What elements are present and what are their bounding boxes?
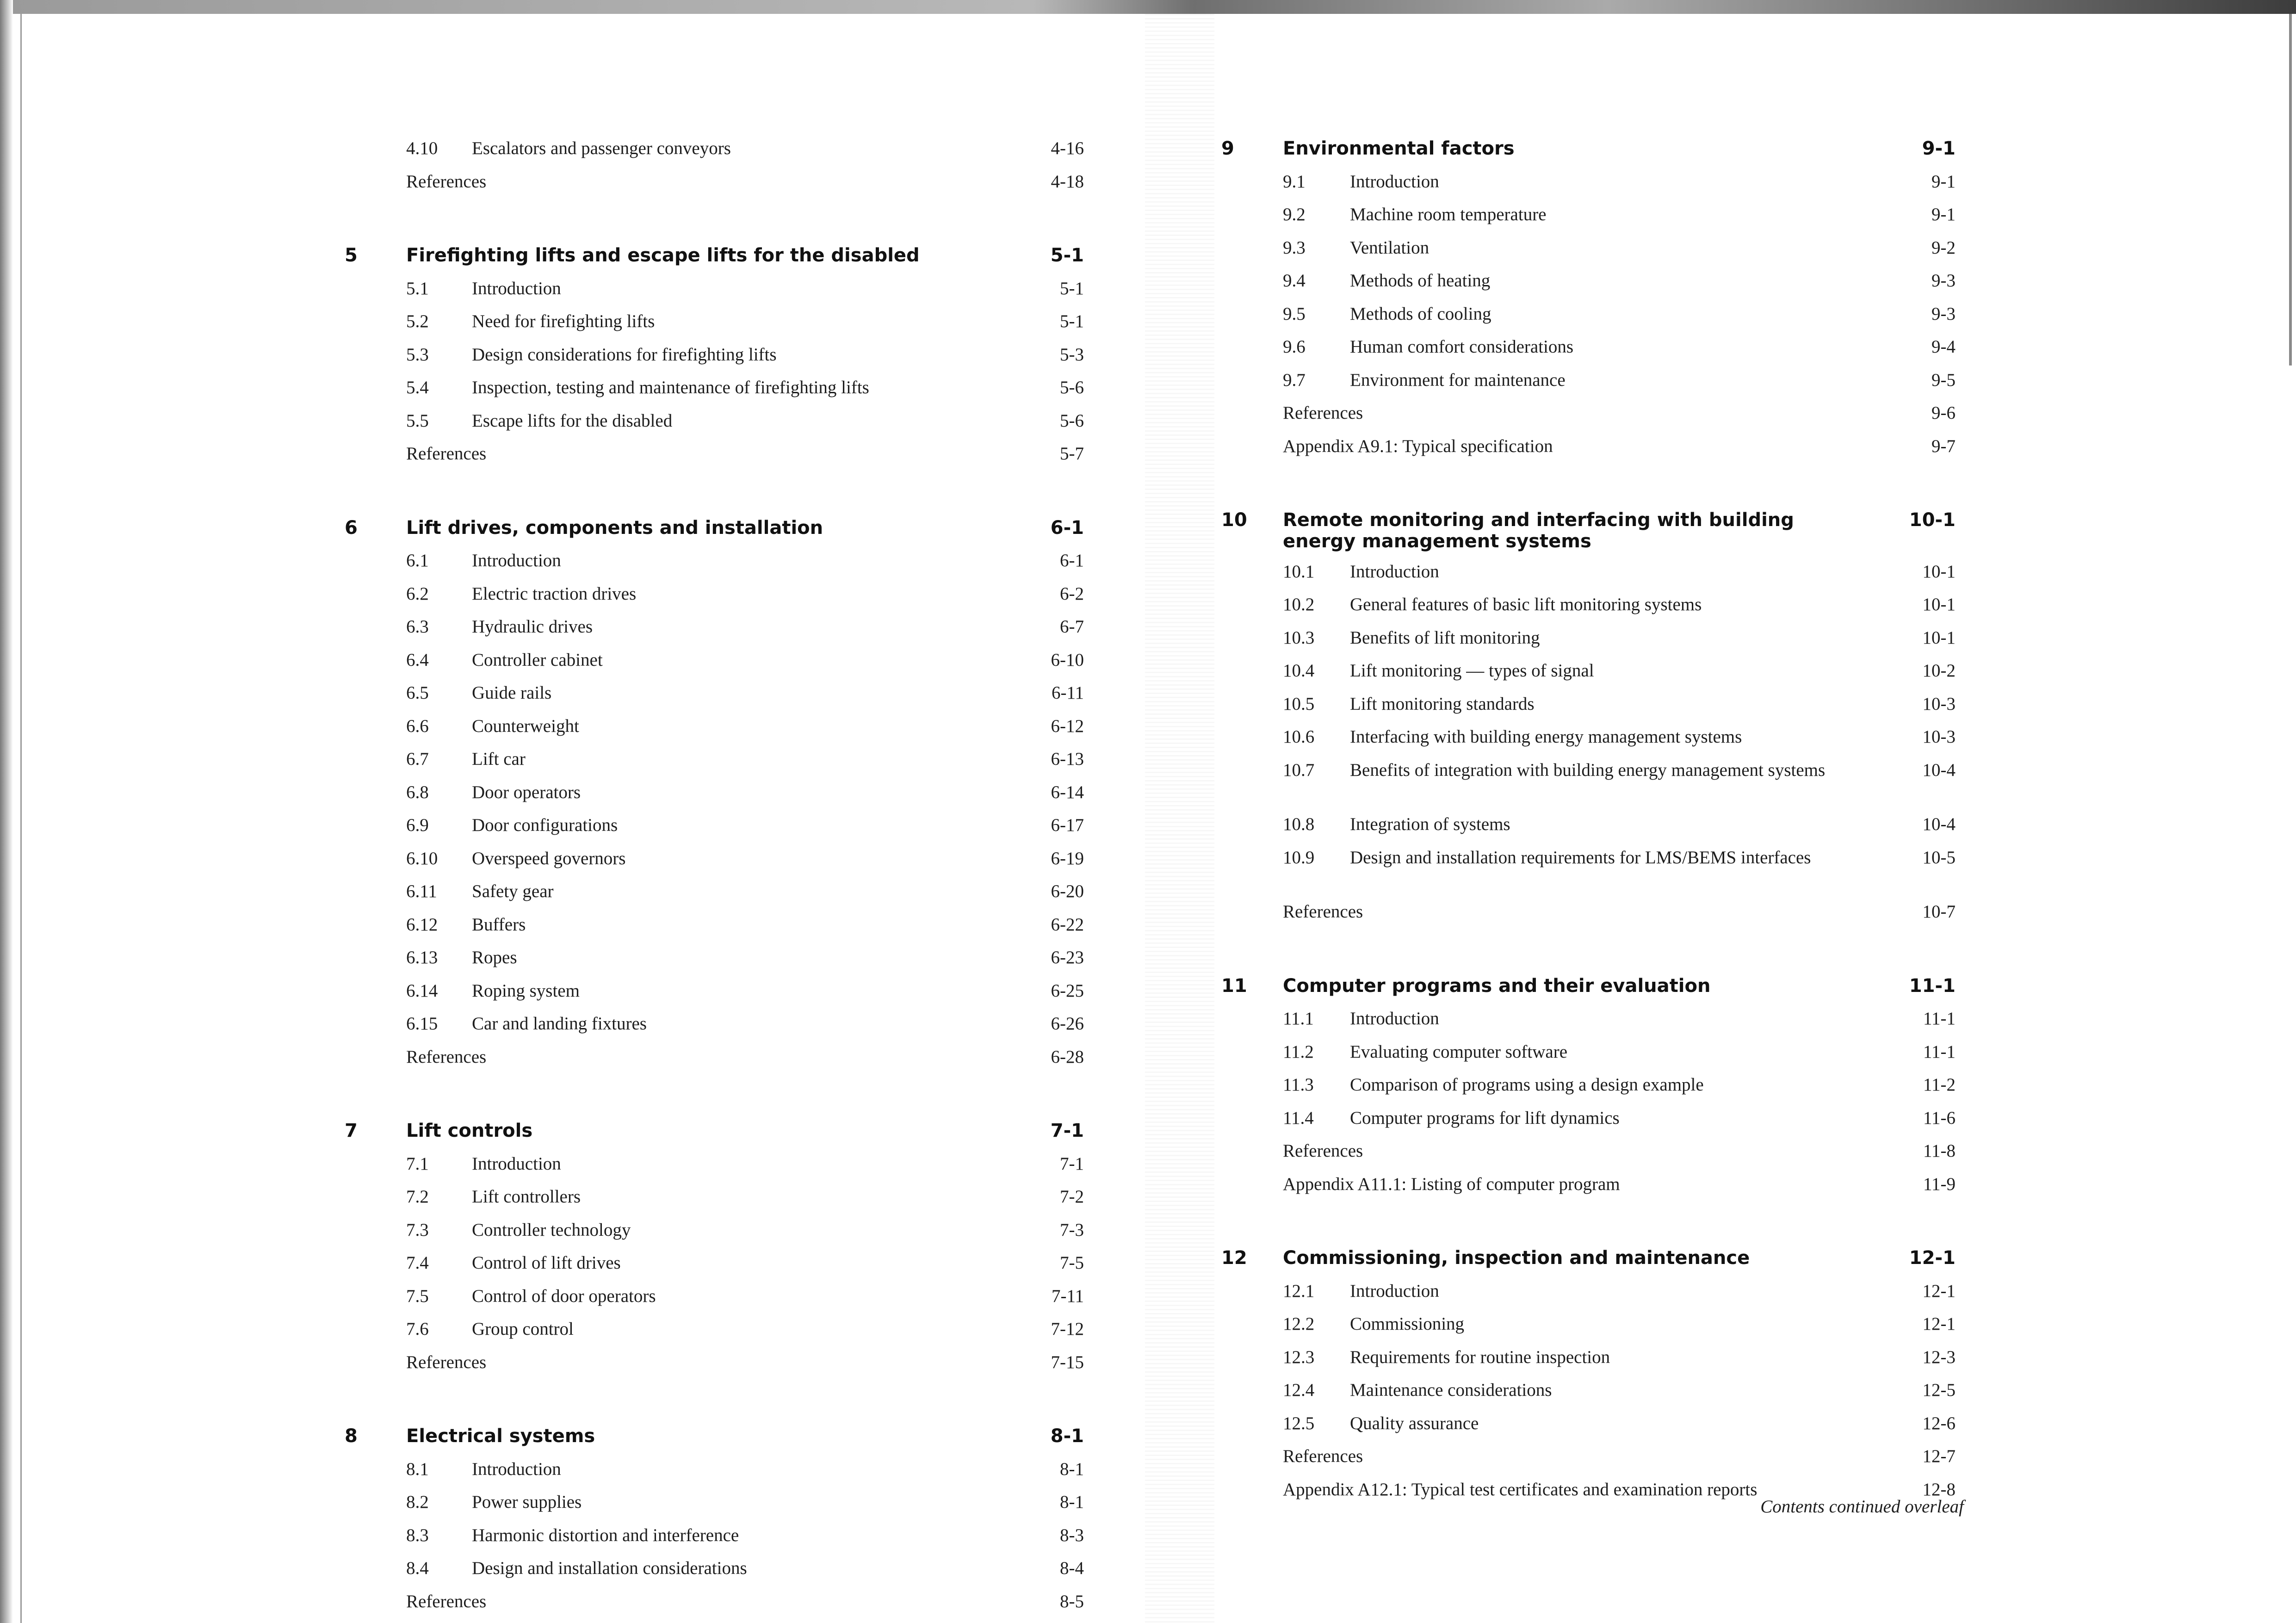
section-page-number: 6-17 (1051, 815, 1084, 835)
section-page-number: 10-1 (1922, 595, 1956, 614)
section-title-link[interactable]: Computer programs for lift dynamics (1350, 1108, 1620, 1128)
section-number: 7.2 (406, 1187, 429, 1207)
section-page-number: 5-1 (1060, 278, 1084, 298)
references-link[interactable]: References (406, 1352, 487, 1372)
section-title-link[interactable]: Overspeed governors (472, 848, 626, 868)
section-number: 11.4 (1283, 1108, 1314, 1128)
section-number: 11.3 (1283, 1075, 1314, 1095)
section-title-link[interactable]: Methods of cooling (1350, 304, 1491, 324)
section-number: 10.8 (1283, 814, 1315, 834)
section-title-link[interactable]: Design and installation considerations (472, 1558, 747, 1578)
section-title-link[interactable]: Controller technology (472, 1220, 631, 1240)
section-page-number: 10-4 (1922, 814, 1956, 834)
section-number: 6.1 (406, 551, 429, 570)
chapter-page-number: 6-1 (1050, 517, 1084, 539)
section-number: 11.2 (1283, 1041, 1314, 1062)
references-link[interactable]: References (406, 1047, 487, 1067)
references-link[interactable]: References (406, 444, 487, 464)
section-number: 9.7 (1283, 370, 1306, 390)
section-title-link[interactable]: Electric traction drives (472, 583, 637, 604)
section-title-link[interactable]: General features of basic lift monitoring systems (1350, 595, 1702, 614)
section-page-number: 6-19 (1051, 848, 1084, 868)
references-link[interactable]: References (406, 1591, 487, 1611)
section-title-link[interactable]: Control of door operators (472, 1286, 656, 1306)
section-page-number: 10-2 (1922, 661, 1956, 681)
references-link[interactable]: References (1283, 1141, 1363, 1161)
section-number: 7.6 (406, 1319, 429, 1339)
section-number: 6.7 (406, 749, 429, 769)
chapter-title-link[interactable]: Commissioning, inspection and maintenance (1283, 1247, 1750, 1269)
chapter-number: 7 (345, 1120, 358, 1141)
section-title-link[interactable]: Maintenance considerations (1350, 1380, 1552, 1400)
section-page-number: 8-3 (1060, 1525, 1084, 1545)
section-title-link[interactable]: Guide rails (472, 683, 552, 703)
section-page-number: 6-1 (1060, 551, 1084, 570)
section-number: 9.3 (1283, 237, 1306, 258)
section-page-number: 5-1 (1060, 311, 1084, 331)
section-number: 6.3 (406, 617, 429, 637)
section-number: 6.11 (406, 881, 437, 901)
appendix-link[interactable]: Appendix A9.1: Typical specification (1283, 436, 1553, 456)
section-page-number: 6-7 (1060, 617, 1084, 637)
section-number: 6.15 (406, 1014, 438, 1034)
section-number: 9.5 (1283, 304, 1306, 324)
section-number: 5.1 (406, 278, 429, 298)
section-title-link[interactable]: Lift monitoring — types of signal (1350, 661, 1594, 681)
section-title-link[interactable]: Machine room temperature (1350, 204, 1547, 224)
section-title-link[interactable]: Design and installation requirements for LMS/BEMS interfaces (1350, 847, 1811, 867)
section-page-number: 10-3 (1922, 727, 1956, 747)
chapter-number: 6 (345, 517, 358, 539)
references-page-number: 11-8 (1923, 1141, 1956, 1161)
chapter-title-link[interactable]: Lift drives, components and installation (406, 517, 823, 539)
section-title-link[interactable]: Need for firefighting lifts (472, 311, 655, 331)
section-page-number: 10-1 (1922, 627, 1956, 648)
section-title-link[interactable]: Benefits of integration with building energy management systems (1350, 760, 1826, 780)
chapter-title-link[interactable]: Electrical systems (406, 1425, 595, 1447)
section-title-link[interactable]: Introduction (472, 1153, 561, 1174)
section-title-link[interactable]: Comparison of programs using a design example (1350, 1075, 1704, 1095)
section-number: 9.1 (1283, 171, 1306, 192)
section-title-link[interactable]: Ropes (472, 948, 517, 967)
references-page-number: 7-15 (1051, 1352, 1084, 1372)
section-title-link[interactable]: Evaluating computer software (1350, 1041, 1567, 1062)
chapter-page-number: 8-1 (1050, 1425, 1084, 1447)
section-page-number: 9-4 (1931, 337, 1956, 357)
chapter-number: 9 (1221, 138, 1234, 159)
section-title-link[interactable]: Door operators (472, 782, 581, 802)
section-title-link[interactable]: Introduction (472, 1459, 561, 1479)
section-title-link[interactable]: Introduction (1350, 561, 1439, 582)
chapter-title-link[interactable]: Remote monitoring and interfacing with building energy management systems (1283, 509, 1794, 552)
section-page-number: 6-12 (1051, 716, 1084, 736)
section-title-link[interactable]: Ventilation (1350, 237, 1430, 258)
section-page-number: 12-1 (1922, 1281, 1956, 1301)
section-number: 6.2 (406, 583, 429, 604)
section-page-number: 6-26 (1051, 1014, 1084, 1034)
section-number: 10.3 (1283, 627, 1315, 648)
section-number: 5.4 (406, 378, 429, 397)
section-title-link[interactable]: Harmonic distortion and interference (472, 1525, 739, 1545)
references-page-number: 12-7 (1922, 1446, 1956, 1466)
section-title-link[interactable]: Introduction (1350, 1281, 1439, 1301)
section-title-link[interactable]: Introduction (1350, 1009, 1439, 1028)
section-page-number: 6-10 (1051, 650, 1084, 670)
section-number: 11.1 (1283, 1009, 1314, 1028)
appendix-page-number: 12-8 (1922, 1479, 1956, 1499)
section-number: 7.3 (406, 1220, 429, 1240)
section-page-number: 6-13 (1051, 749, 1084, 769)
section-page-number: 7-11 (1051, 1286, 1084, 1306)
section-page-number: 9-5 (1931, 370, 1956, 390)
section-number: 9.6 (1283, 337, 1306, 357)
section-page-number: 11-6 (1923, 1108, 1956, 1128)
chapter-number: 10 (1221, 509, 1247, 531)
section-number: 6.10 (406, 848, 438, 868)
section-page-number: 5-3 (1060, 344, 1084, 365)
appendix-page-number: 11-9 (1923, 1174, 1956, 1194)
section-page-number: 10-3 (1922, 694, 1956, 714)
section-page-number: 6-2 (1060, 583, 1084, 604)
appendix-link[interactable]: Appendix A11.1: Listing of computer program (1283, 1174, 1620, 1194)
section-number: 10.7 (1283, 760, 1315, 780)
references-page-number: 5-7 (1060, 444, 1084, 464)
section-page-number: 12-6 (1922, 1413, 1956, 1433)
section-number: 7.4 (406, 1253, 429, 1273)
chapter-title-link[interactable]: Lift controls (406, 1120, 533, 1141)
section-number: 12.3 (1283, 1347, 1315, 1367)
section-title-link[interactable]: Escape lifts for the disabled (472, 410, 673, 431)
section-title-link[interactable]: Lift monitoring standards (1350, 694, 1535, 714)
section-title-link[interactable]: Lift car (472, 749, 526, 769)
section-number: 10.1 (1283, 561, 1315, 582)
references-link[interactable]: References (406, 171, 487, 192)
section-number: 10.9 (1283, 847, 1315, 867)
references-page-number: 4-18 (1051, 171, 1084, 192)
section-title-link[interactable]: Introduction (1350, 171, 1439, 192)
section-page-number: 7-1 (1060, 1153, 1084, 1174)
references-link[interactable]: References (1283, 902, 1363, 922)
chapter-page-number: 10-1 (1909, 509, 1956, 531)
section-number: 6.12 (406, 914, 438, 935)
chapter-number: 5 (345, 245, 358, 266)
section-title-link[interactable]: Introduction (472, 551, 561, 570)
chapter-page-number: 9-1 (1922, 138, 1956, 159)
section-title-link[interactable]: Roping system (472, 980, 580, 1001)
section-number: 10.2 (1283, 595, 1315, 614)
section-page-number: 9-1 (1931, 171, 1956, 192)
section-number: 6.8 (406, 782, 429, 802)
section-number: 9.2 (1283, 204, 1306, 224)
section-title-link[interactable]: Environment for maintenance (1350, 370, 1566, 390)
section-page-number: 12-3 (1922, 1347, 1956, 1367)
section-page-number: 8-1 (1060, 1459, 1084, 1479)
references-page-number: 8-5 (1060, 1591, 1084, 1611)
section-page-number: 6-22 (1051, 914, 1084, 935)
chapter-page-number: 11-1 (1909, 975, 1956, 997)
section-title-link[interactable]: Escalators and passenger conveyors (472, 138, 731, 158)
chapter-number: 11 (1221, 975, 1247, 997)
section-page-number: 7-12 (1051, 1319, 1084, 1339)
section-page-number: 9-3 (1931, 304, 1956, 324)
section-number: 7.1 (406, 1153, 429, 1174)
section-number: 5.5 (406, 410, 429, 431)
chapter-page-number: 7-1 (1050, 1120, 1084, 1141)
section-page-number: 6-14 (1051, 782, 1084, 802)
chapter-title-link[interactable]: Firefighting lifts and escape lifts for the disabled (406, 245, 920, 266)
chapter-title-link[interactable]: Computer programs and their evaluation (1283, 975, 1711, 997)
section-page-number: 6-23 (1051, 948, 1084, 967)
section-number: 8.1 (406, 1459, 429, 1479)
section-title-link[interactable]: Inspection, testing and maintenance of firefighting lifts (472, 378, 869, 397)
section-title-link[interactable]: Buffers (472, 914, 526, 935)
appendix-link[interactable]: Appendix A12.1: Typical test certificates and examination reports (1283, 1479, 1758, 1499)
section-number: 5.2 (406, 311, 429, 331)
references-page-number: 6-28 (1051, 1047, 1084, 1067)
section-title-link[interactable]: Commissioning (1350, 1314, 1465, 1334)
chapter-page-number: 5-1 (1050, 245, 1084, 266)
appendix-page-number: 9-7 (1931, 436, 1956, 456)
section-number: 12.1 (1283, 1281, 1315, 1301)
section-page-number: 10-1 (1922, 561, 1956, 582)
section-title-link[interactable]: Requirements for routine inspection (1350, 1347, 1610, 1367)
section-page-number: 11-1 (1923, 1041, 1956, 1062)
section-number: 8.3 (406, 1525, 429, 1545)
section-title-link[interactable]: Quality assurance (1350, 1413, 1479, 1433)
section-title-link[interactable]: Design considerations for firefighting lifts (472, 344, 777, 365)
section-page-number: 9-3 (1931, 271, 1956, 291)
section-title-link[interactable]: Control of lift drives (472, 1253, 621, 1273)
section-page-number: 8-4 (1060, 1558, 1084, 1578)
section-title-link[interactable]: Group control (472, 1319, 574, 1339)
section-page-number: 7-3 (1060, 1220, 1084, 1240)
section-number: 5.3 (406, 344, 429, 365)
section-page-number: 9-1 (1931, 204, 1956, 224)
section-number: 8.4 (406, 1558, 429, 1578)
contents-continued-note: Contents continued overleaf (1760, 1497, 1964, 1517)
section-title-link[interactable]: Methods of heating (1350, 271, 1491, 291)
section-number: 9.4 (1283, 271, 1306, 291)
section-title-link[interactable]: Car and landing fixtures (472, 1014, 647, 1034)
references-link[interactable]: References (1283, 403, 1363, 423)
section-number: 6.14 (406, 980, 438, 1001)
section-number: 6.9 (406, 815, 429, 835)
section-title-link[interactable]: Hydraulic drives (472, 617, 593, 637)
references-link[interactable]: References (1283, 1446, 1363, 1466)
section-number: 12.4 (1283, 1380, 1315, 1400)
section-title-link[interactable]: Human comfort considerations (1350, 337, 1574, 357)
section-number: 6.6 (406, 716, 429, 736)
section-number: 6.5 (406, 683, 429, 703)
section-title-link[interactable]: Controller cabinet (472, 650, 603, 670)
chapter-number: 12 (1221, 1247, 1247, 1269)
section-page-number: 5-6 (1060, 378, 1084, 397)
section-title-link[interactable]: Benefits of lift monitoring (1350, 627, 1540, 648)
section-title-link[interactable]: Integration of systems (1350, 814, 1510, 834)
section-page-number: 12-1 (1922, 1314, 1956, 1334)
chapter-title-link[interactable]: Environmental factors (1283, 138, 1515, 159)
section-page-number: 8-1 (1060, 1492, 1084, 1512)
section-page-number: 7-2 (1060, 1187, 1084, 1207)
section-page-number: 12-5 (1922, 1380, 1956, 1400)
section-title-link[interactable]: Introduction (472, 278, 561, 298)
section-title-link[interactable]: Interfacing with building energy management systems (1350, 727, 1742, 747)
section-number: 4.10 (406, 138, 438, 158)
section-number: 10.6 (1283, 727, 1315, 747)
section-page-number: 10-5 (1922, 847, 1956, 867)
section-number: 6.4 (406, 650, 429, 670)
section-number: 12.5 (1283, 1413, 1315, 1433)
section-page-number: 5-6 (1060, 410, 1084, 431)
section-number: 10.5 (1283, 694, 1315, 714)
section-number: 6.13 (406, 948, 438, 967)
section-number: 7.5 (406, 1286, 429, 1306)
section-title-link[interactable]: Door configurations (472, 815, 618, 835)
section-number: 10.4 (1283, 661, 1315, 681)
section-title-link[interactable]: Power supplies (472, 1492, 582, 1512)
section-page-number: 6-11 (1051, 683, 1084, 703)
section-page-number: 11-2 (1923, 1075, 1956, 1095)
section-page-number: 4-16 (1051, 138, 1084, 158)
references-page-number: 9-6 (1931, 403, 1956, 423)
section-title-link[interactable]: Safety gear (472, 881, 554, 901)
section-page-number: 10-4 (1922, 760, 1956, 780)
section-page-number: 6-25 (1051, 980, 1084, 1001)
section-page-number: 6-20 (1051, 881, 1084, 901)
section-page-number: 7-5 (1060, 1253, 1084, 1273)
section-page-number: 11-1 (1923, 1009, 1956, 1028)
section-title-link[interactable]: Counterweight (472, 716, 579, 736)
section-number: 12.2 (1283, 1314, 1315, 1334)
section-title-link[interactable]: Lift controllers (472, 1187, 581, 1207)
references-page-number: 10-7 (1922, 902, 1956, 922)
section-page-number: 9-2 (1931, 237, 1956, 258)
section-number: 8.2 (406, 1492, 429, 1512)
chapter-number: 8 (345, 1425, 358, 1447)
chapter-page-number: 12-1 (1909, 1247, 1956, 1269)
